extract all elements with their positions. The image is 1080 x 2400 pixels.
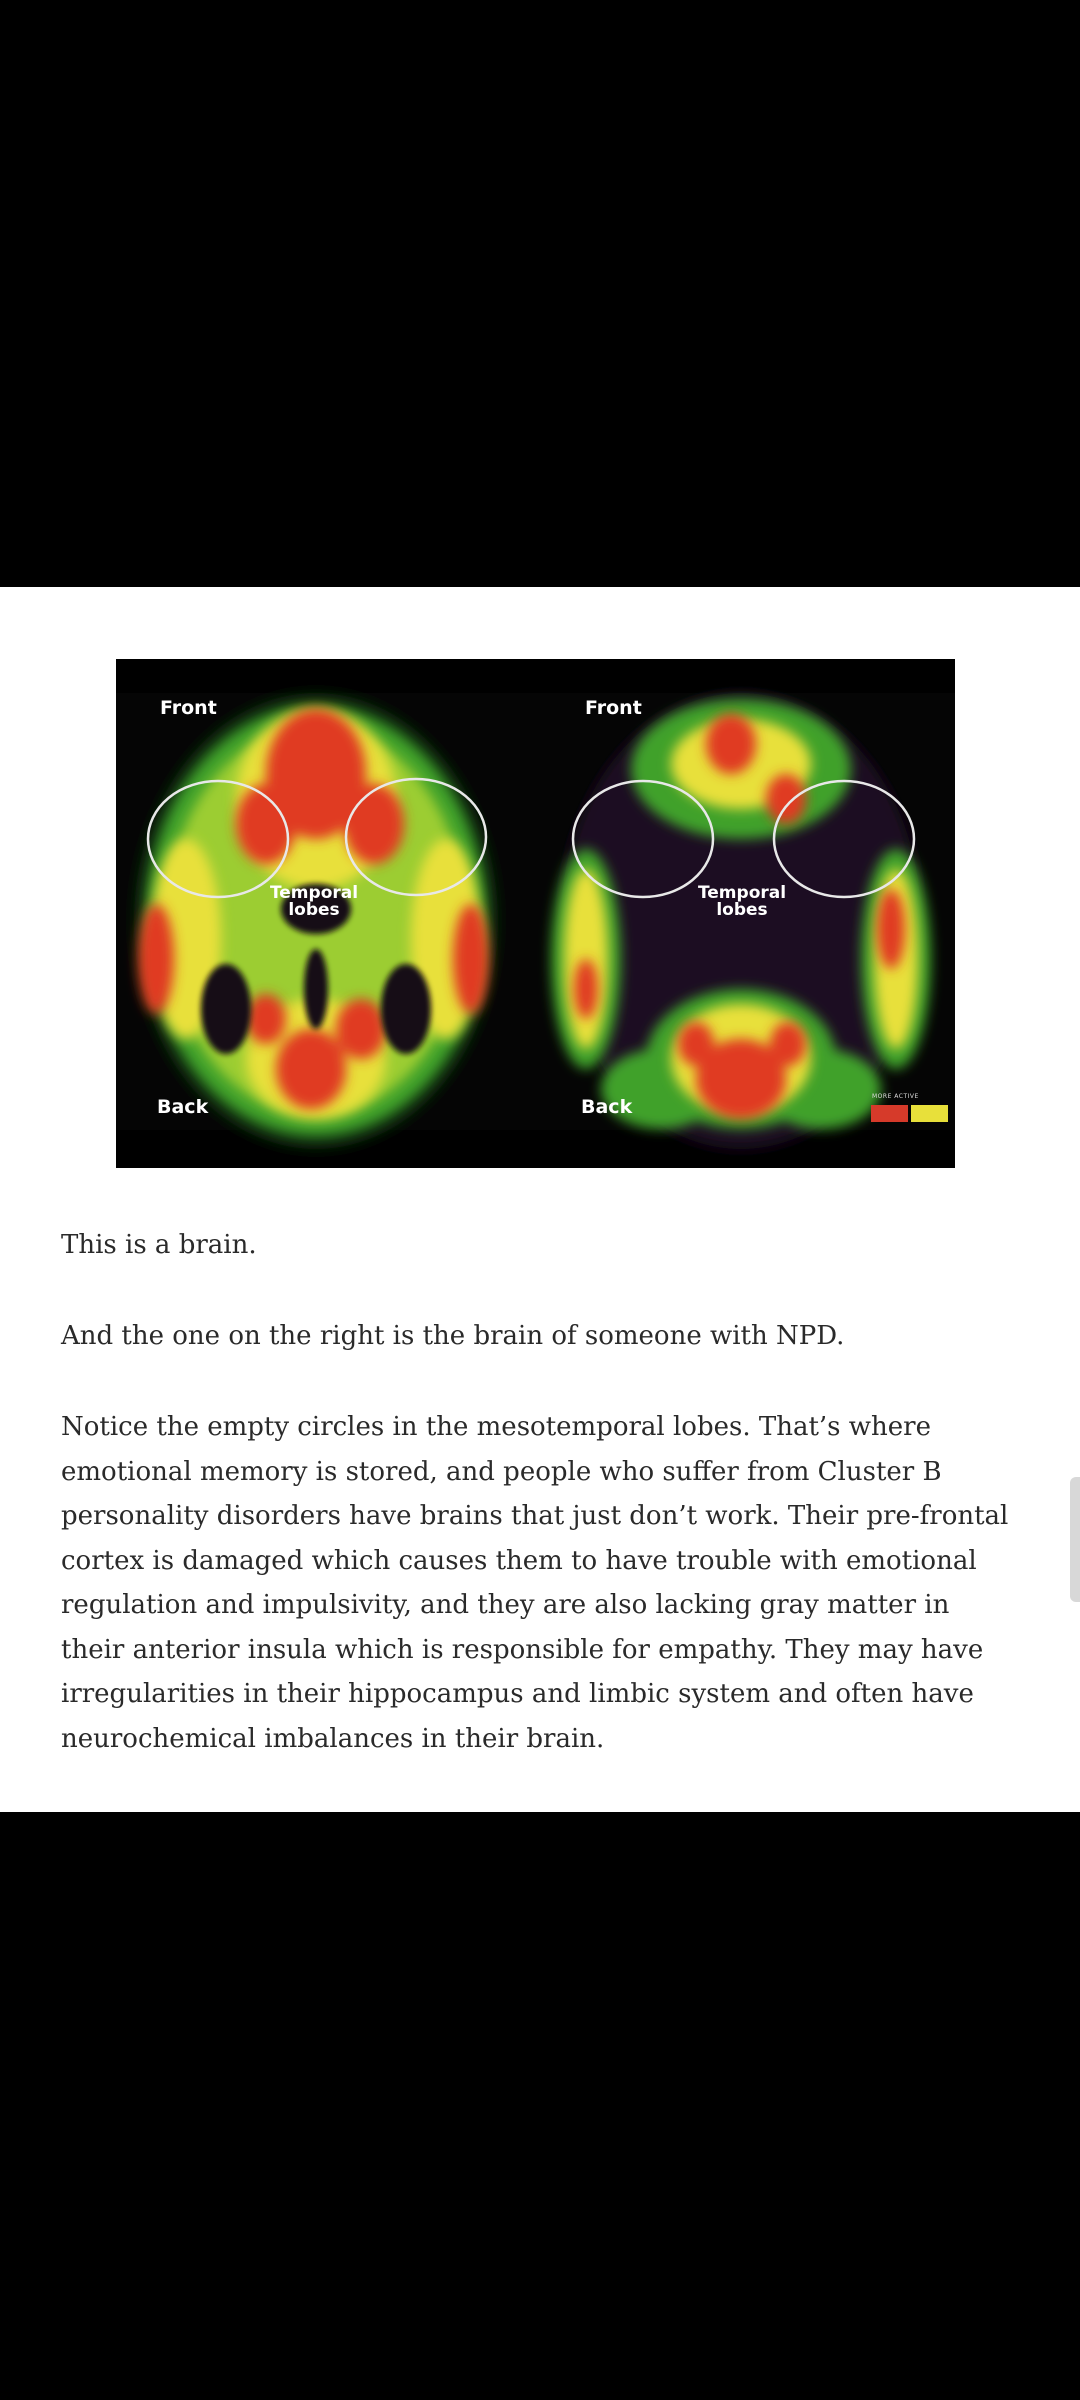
scroll-handle[interactable] (1070, 1477, 1080, 1602)
paragraph-intro: This is a brain. (61, 1230, 257, 1260)
bottom-black-area (0, 1812, 1080, 2400)
legend-label: MORE ACTIVE (872, 1093, 919, 1100)
top-black-area (0, 0, 1080, 587)
right-front-label: Front (585, 697, 642, 719)
left-front-label: Front (160, 697, 217, 719)
left-temporal-label: Temporal lobes (269, 883, 359, 920)
brain-scan-image (116, 659, 955, 1168)
right-temporal-label: Temporal lobes (697, 883, 787, 920)
article-content (0, 587, 1080, 1812)
left-back-label: Back (157, 1096, 209, 1118)
right-back-label: Back (581, 1096, 633, 1118)
left-brain-scan (134, 693, 498, 1149)
paragraph-npd: And the one on the right is the brain of someone with NPD. (61, 1321, 845, 1351)
brain-scan-graphic (116, 659, 955, 1168)
paragraph-explanation: Notice the empty circles in the mesotemporal lobes. That’s where emotional memory is stored, and people who suffer from Cluster B personality disorders have brains that just don’t work. Their pre-frontal cortex is damaged which causes them to have trouble with emotional regulation and impulsivity, and they are also lacking gray matter in their anterior insula which is responsible for empathy. They may have irregularities in their hippocampus and limbic system and often have neurochemical imbalances in their brain. (61, 1412, 1009, 1754)
